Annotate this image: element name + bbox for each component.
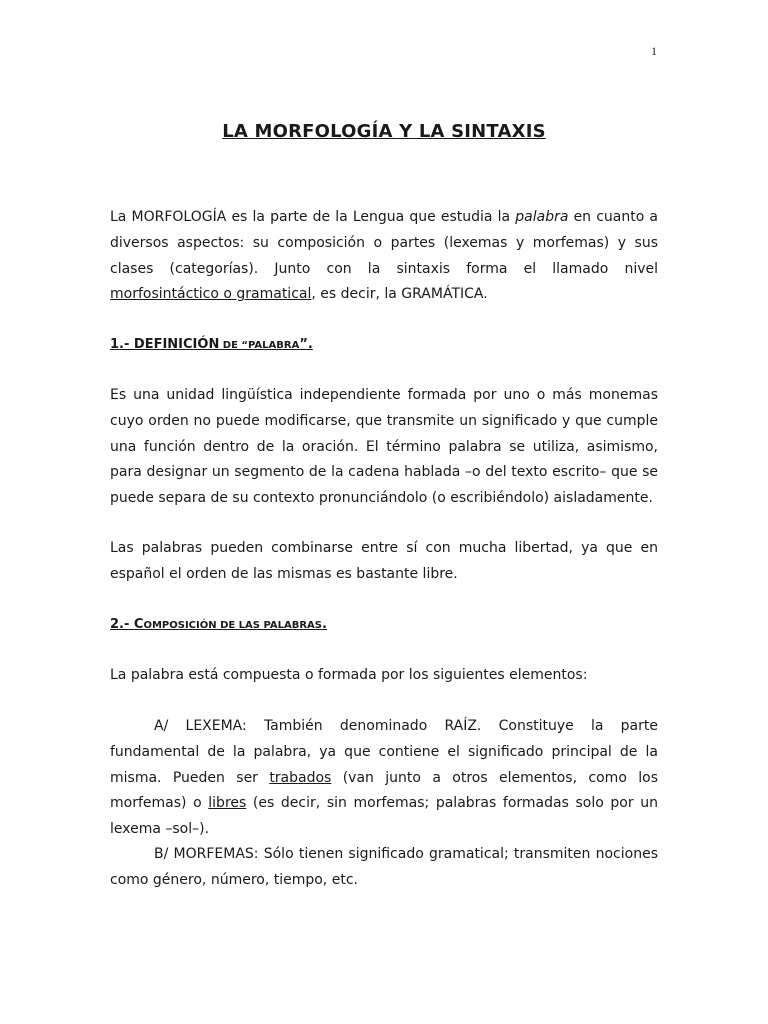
section-1-heading: 1.- DEFINICIÓN DE “PALABRA”. [110, 337, 313, 352]
lexema-paragraph: A/ LEXEMA: También denominado RAÍZ. Constituye la parte fundamental de la palabra, ya que contiene el significado principal de la misma. Pueden ser trabados (van junto a otros elementos, como los morfemas) o libres (es decir, sin morfemas; palabras formadas solo por un lexema –sol–). [110, 718, 658, 838]
page-number: 1 [651, 44, 657, 58]
definition-paragraph: Es una unidad lingüística independiente formada por uno o más monemas cuyo orden no puede modificarse, que transmite un significado y que cumple una función dentro de la oración. El término palabra se utiliza, asimismo, para designar un segmento de la cadena hablada –o del texto escrito– que se puede separa de su contexto pronunciándolo (o escribiéndolo) aisladamente. [110, 387, 658, 507]
trabados-underlined: trabados [269, 769, 332, 786]
palabra-italic: palabra [515, 209, 569, 225]
composition-intro: La palabra está compuesta o formada por los siguientes elementos: [110, 667, 588, 683]
order-paragraph: Las palabras pueden combinarse entre sí con mucha libertad, ya que en español el orden de las mismas es bastante libre. [110, 540, 658, 582]
libres-underlined: libres [208, 795, 247, 812]
morfemas-paragraph: B/ MORFEMAS: Sólo tienen significado gramatical; transmiten nociones como género, número, tiempo, etc. [110, 846, 658, 888]
intro-paragraph: La MORFOLOGÍA es la parte de la Lengua que estudia la palabra en cuanto a diversos aspectos: su composición o partes (lexemas y morfemas) y sus clases (categorías). Junto con la sintaxis forma el llamado nivel morfosintáctico o gramatical, es decir, la GRAMÁTICA. [110, 209, 658, 303]
document-title: LA MORFOLOGÍA Y LA SINTAXIS [222, 121, 546, 142]
morfosintactico-underlined: morfosintáctico o gramatical [110, 286, 312, 303]
section-2-heading: 2.- COMPOSICIÓN DE LAS PALABRAS. [110, 617, 327, 632]
